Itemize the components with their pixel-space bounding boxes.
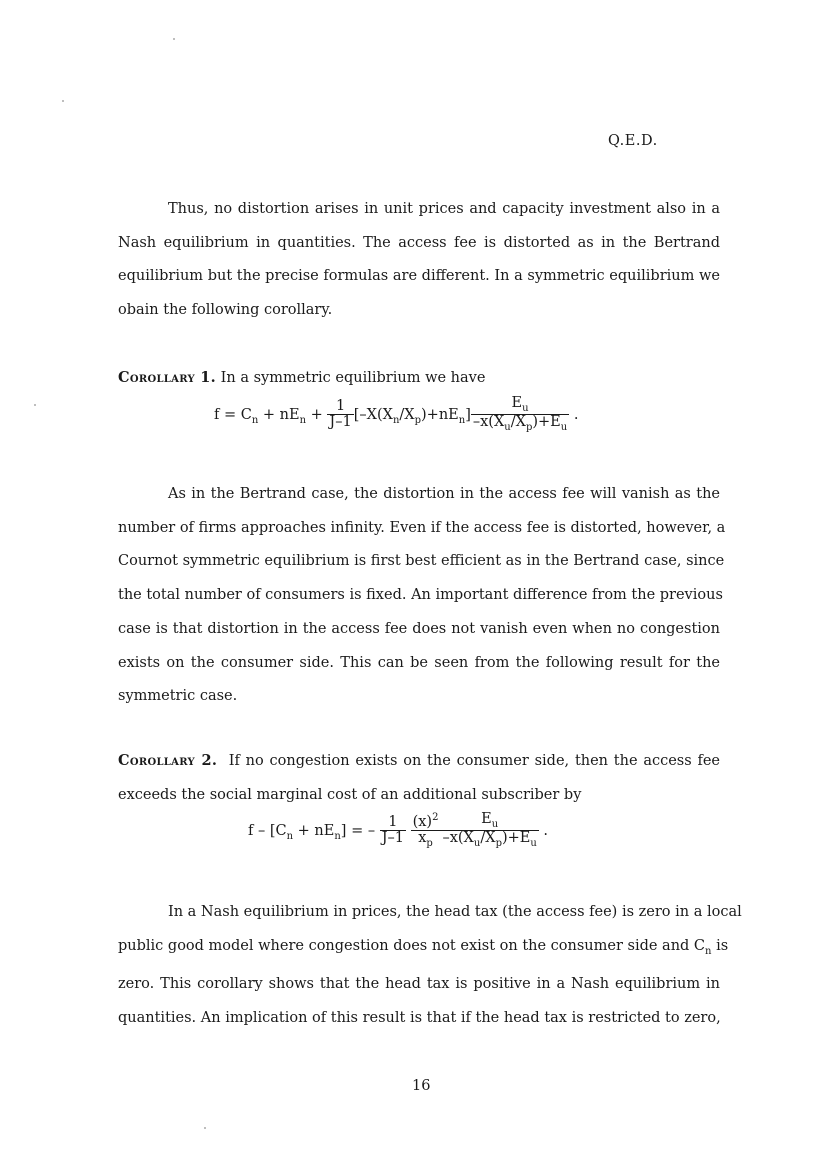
qed-marker: Q.E.D.	[608, 133, 658, 149]
scan-speck	[34, 404, 36, 406]
corollary-2-statement	[118, 744, 720, 812]
para1-line-2: Nash equilibrium in quantities. The access fee is distorted as in the Bertrand	[118, 234, 720, 251]
para2-line-3: Cournot symmetric equilibrium is first best efficient as in the Bertrand case, since	[118, 553, 725, 570]
corollary-2-label: Corollary 2.	[118, 752, 218, 769]
para2-line-4: the total number of consumers is fixed. An important difference from the previous	[118, 587, 723, 604]
para1-line-1: Thus, no distortion arises in unit prices and capacity investment also in a	[168, 201, 720, 217]
para3-line-1: In a Nash equilibrium in prices, the head tax (the access fee) is zero in a local	[168, 904, 742, 920]
paragraph-bertrand-comparison	[118, 478, 726, 714]
para2-line-2: number of firms approaches infinity. Even if the access fee is distorted, however, a	[118, 519, 726, 536]
para3-line-3: zero. This corollary shows that the head tax is positive in a Nash equilibrium in	[118, 976, 720, 993]
corollary-2-line-2: exceeds the social marginal cost of an additional subscriber by	[118, 786, 582, 803]
corollary-1-label: Corollary 1.	[118, 369, 217, 386]
equation-corollary-2: $f - [C_n + nE_n]$ = – $\frac{1}{J-1}$ $\frac{(x)^2}{x_p}$ $\frac{E_u}{-x(X_u/X_p)+E_u}$ .	[248, 811, 549, 850]
corollary-1-statement	[118, 369, 485, 386]
para2-line-1: As in the Bertrand case, the distortion in the access fee will vanish as the	[168, 486, 720, 502]
para3-line-2: public good model where congestion does not exist on the consumer side and $C_n$ is	[118, 937, 729, 957]
scan-speck	[62, 100, 64, 102]
equation-corollary-1: $f = C_n + nE_n$ + $\frac{1}{J-1}$ $[-X(X_n/X_p)+nE_n]$ $\frac{E_u}{-x(X_u/X_p)+E_u}$ .	[214, 395, 579, 434]
para2-line-5: case is that distortion in the access fee does not vanish even when no congestion	[118, 620, 720, 637]
paragraph-nash-quantities	[118, 193, 720, 328]
corollary-2-line-1: If no congestion exists on the consumer side, then the access fee	[228, 753, 720, 769]
page-number: 16	[412, 1078, 431, 1094]
corollary-1-text: In a symmetric equilibrium we have	[220, 370, 486, 386]
scan-speck	[173, 38, 175, 40]
scan-speck	[204, 1127, 206, 1129]
para1-line-3: equilibrium but the precise formulas are different. In a symmetric equilibrium we	[118, 268, 720, 285]
para2-line-6: exists on the consumer side. This can be seen from the following result for the	[118, 654, 720, 671]
para1-line-4: obain the following corollary.	[118, 302, 333, 319]
para3-line-4: quantities. An implication of this result is that if the head tax is restricted to zero,	[118, 1010, 721, 1026]
paragraph-nash-prices	[118, 896, 742, 1036]
para2-line-7: symmetric case.	[118, 688, 238, 705]
